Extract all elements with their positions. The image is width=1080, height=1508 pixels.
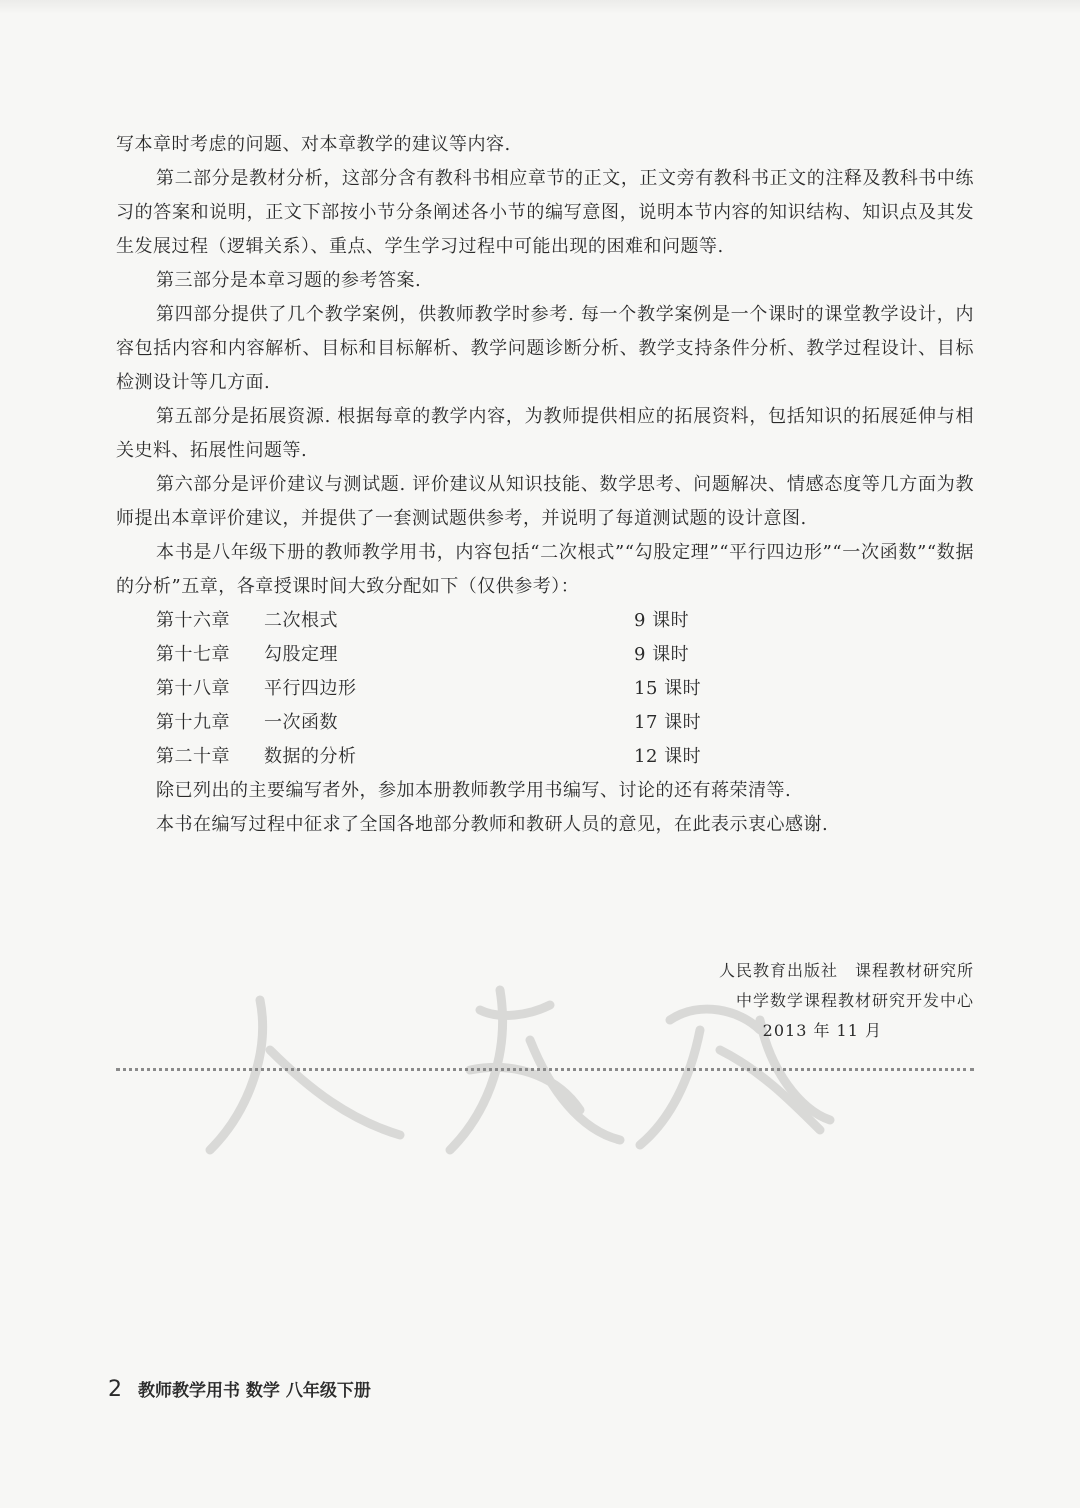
paragraph: 第三部分是本章习题的参考答案. [156,270,422,291]
chapter-hours: 12 课时 [634,746,702,767]
paragraph: 第二部分是教材分析，这部分含有教科书相应章节的正文，正文旁有教科书正文的注释及教科书中练习的答案和说明，正文下部按小节分条阐述各小节的编写意图，说明本节内容的知识结构、知识点及其发生发展过程（逻辑关系）、重点、学生学习过程中可能出现的困难和问题等. [116,168,974,257]
signature-center: 中学数学课程教材研究开发中心 [735,991,974,1010]
chapter-name: 数据的分析 [264,746,357,767]
chapter-name: 一次函数 [264,712,338,733]
chapter-schedule [116,604,974,774]
signature-publisher: 人民教育出版社 课程教材研究所 [718,961,974,980]
page-number: 2 [108,1377,122,1402]
chapter-number: 第十八章 [156,678,230,699]
chapter-row [116,706,974,740]
chapter-row [116,672,974,706]
paragraph: 第六部分是评价建议与测试题. 评价建议从知识技能、数学思考、问题解决、情感态度等几方面为教师提出本章评价建议，并提供了一套测试题供参考，并说明了每道测试题的设计意图. [116,474,974,529]
book-title: 教师教学用书 数学 八年级下册 [138,1381,371,1401]
signature-block [719,956,974,1046]
chapter-name: 勾股定理 [264,644,338,665]
paragraph: 除已列出的主要编写者外，参加本册教师教学用书编写、讨论的还有蒋荣清等. [156,780,792,801]
signature-date: 2013 年 11 月 [762,1021,882,1040]
paragraph: 第四部分提供了几个教学案例，供教师教学时参考. 每一个教学案例是一个课时的课堂教学设计，内容包括内容和内容解析、目标和目标解析、教学问题诊断分析、教学支持条件分析、教学过程设计、目标检测设计等几方面. [116,304,974,393]
chapter-row [116,638,974,672]
chapter-hours: 9 课时 [634,610,690,631]
paragraph: 本书是八年级下册的教师教学用书，内容包括“二次根式”“勾股定理”“平行四边形”“一次函数”“数据的分析”五章，各章授课时间大致分配如下（仅供参考）： [116,542,974,597]
paragraph: 写本章时考虑的问题、对本章教学的建议等内容. [116,134,511,155]
scan-edge [0,0,1080,14]
chapter-number: 第十七章 [156,644,230,665]
chapter-hours: 17 课时 [634,712,702,733]
dotted-divider [116,1068,974,1071]
body-text [116,128,974,842]
chapter-name: 平行四边形 [264,678,357,699]
chapter-number: 第十九章 [156,712,230,733]
chapter-hours: 15 课时 [634,678,702,699]
chapter-row [116,604,974,638]
chapter-name: 二次根式 [264,610,338,631]
chapter-number: 第二十章 [156,746,230,767]
chapter-number: 第十六章 [156,610,230,631]
paragraph: 本书在编写过程中征求了全国各地部分教师和教研人员的意见，在此表示衷心感谢. [156,814,829,835]
chapter-row [116,740,974,774]
page-footer [108,1374,371,1406]
chapter-hours: 9 课时 [634,644,690,665]
paragraph: 第五部分是拓展资源. 根据每章的教学内容，为教师提供相应的拓展资料，包括知识的拓展延伸与相关史料、拓展性问题等. [116,406,974,461]
